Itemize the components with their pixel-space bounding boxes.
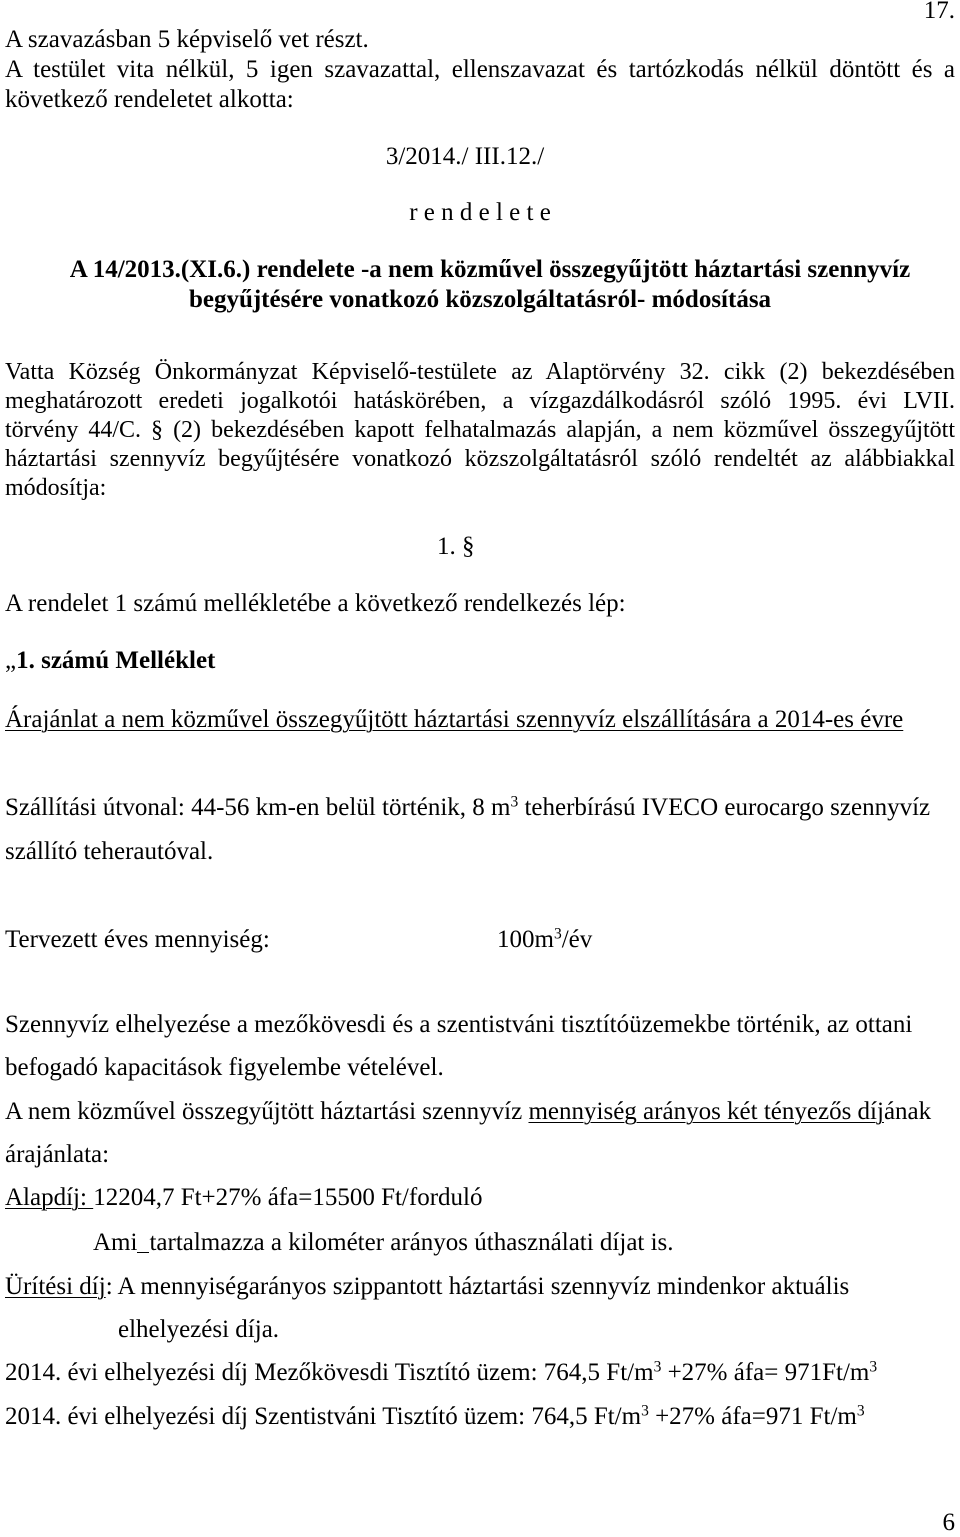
preamble-line: törvény 44/C. § (2) bekezdésében kapott felhatalmazás alapján, a nem közművel összegyűjtött — [5, 417, 955, 443]
section-text: A rendelet 1 számú mellékletébe a következő rendelkezés lép: — [5, 590, 626, 617]
base-fee-note-start: Ami — [93, 1229, 138, 1256]
page-number: 6 — [942, 1509, 955, 1536]
preamble-line: módosítja: — [5, 475, 107, 501]
base-fee-note-rest: tartalmazza a kilométer arányos úthasználati díjat is. — [149, 1229, 674, 1256]
price-vat-text: +27% áfa= 971Ft/m — [661, 1359, 870, 1386]
preamble-paragraph — [5, 358, 955, 503]
cubic-superscript: 3 — [653, 1358, 662, 1376]
price-text: 2014. évi elhelyezési díj Mezőkövesdi Tisztító üzem: 764,5 Ft/m — [5, 1359, 654, 1386]
fee-intro-suffix: ának — [883, 1098, 932, 1125]
section-marker: 1. § — [437, 533, 475, 560]
price-vat-text: +27% áfa=971 Ft/m — [648, 1403, 857, 1430]
transport-text: Szállítási útvonal: 44-56 km-en belül történik, 8 m — [5, 794, 511, 821]
item-number: 17. — [923, 0, 955, 24]
transport-text-continued: teherbírású IVECO eurocargo szennyvíz — [518, 794, 931, 821]
emptying-fee-line — [5, 1272, 849, 1302]
cubic-superscript: 3 — [869, 1358, 878, 1376]
fee-intro-text: A nem közművel összegyűjtött háztartási szennyvíz — [5, 1098, 529, 1125]
fee-intro-line-2: árajánlata: — [5, 1141, 110, 1168]
fee-intro-line — [5, 1097, 931, 1127]
underlined-gap — [137, 1252, 149, 1253]
quantity-number: 100m — [497, 926, 554, 953]
preamble-line: meghatározott eredeti jogalkotói hatáskörében, a vízgazdálkodásról szóló 1995. évi LVII. — [5, 388, 955, 414]
annex-title: 1. számú Melléklet — [16, 647, 216, 674]
decree-title-line-1: A 14/2013.(XI.6.) rendelete -a nem közművel összegyűjtött háztartási szennyvíz — [69, 256, 911, 283]
annex-heading — [5, 646, 215, 676]
quantity-unit: /év — [561, 926, 593, 953]
cubic-superscript: 3 — [510, 793, 519, 811]
base-fee-line — [5, 1183, 482, 1213]
price-line-mezokovesd — [5, 1358, 877, 1388]
base-fee-note — [93, 1228, 674, 1258]
offer-title: Árajánlat a nem közművel összegyűjtött háztartási szennyvíz elszállítására a 2014-es évre — [5, 706, 904, 733]
emptying-fee-label: Ürítési díj — [5, 1273, 106, 1300]
emptying-fee-line-2: elhelyezési díja. — [118, 1316, 280, 1343]
price-line-szentistvan — [5, 1402, 865, 1432]
decree-heading: r e n d e l e t e — [409, 199, 551, 226]
cubic-superscript: 3 — [641, 1402, 649, 1420]
voting-result: A testület vita nélkül, 5 igen szavazattal, ellenszavazat és tartózkodás nélkül döntött és a — [5, 56, 955, 83]
transport-line — [5, 793, 930, 823]
price-text: 2014. évi elhelyezési díj Szentistváni Tisztító üzem: 764,5 Ft/m — [5, 1403, 642, 1430]
voting-result-continued: következő rendeletet alkotta: — [5, 86, 294, 113]
emptying-fee-text: : A mennyiségarányos szippantott háztartási szennyvíz mindenkor aktuális — [105, 1273, 850, 1300]
base-fee-label: Alapdíj: — [5, 1184, 94, 1211]
disposal-line-1: Szennyvíz elhelyezése a mezőkövesdi és a szentistváni tisztítóüzemekbe történik, az ottani — [5, 1011, 913, 1038]
cubic-superscript: 3 — [553, 925, 562, 943]
transport-line-2: szállító teherautóval. — [5, 838, 214, 865]
preamble-line: háztartási szennyvíz begyűjtésére vonatkozó közszolgáltatásról szóló rendeltét az alábbiakkal — [5, 446, 955, 472]
fee-type-underlined: mennyiség arányos két tényezős díj — [528, 1098, 884, 1125]
base-fee-value: 12204,7 Ft+27% áfa=15500 Ft/forduló — [93, 1184, 483, 1211]
voting-attendance: A szavazásban 5 képviselő vet részt. — [5, 26, 369, 53]
preamble-line: Vatta Község Önkormányzat Képviselő-testülete az Alaptörvény 32. cikk (2) bekezdésében — [5, 359, 955, 385]
decree-title-line-2: begyűjtésére vonatkozó közszolgáltatásról- módosítása — [188, 286, 772, 313]
quantity-value — [497, 925, 592, 955]
cubic-superscript: 3 — [856, 1402, 865, 1420]
quantity-label: Tervezett éves mennyiség: — [5, 926, 270, 953]
decree-number: 3/2014./ III.12./ — [385, 143, 545, 170]
disposal-line-2: befogadó kapacitások figyelembe vételével. — [5, 1054, 444, 1081]
opening-quote: „ — [5, 647, 17, 674]
